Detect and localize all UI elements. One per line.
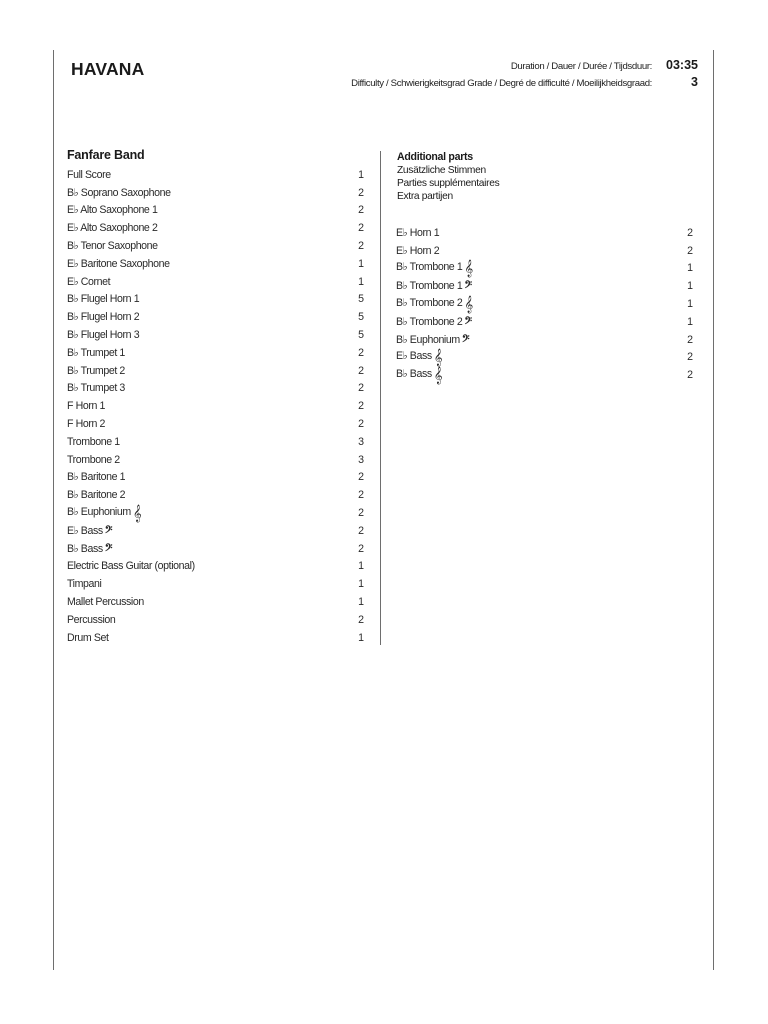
part-row	[396, 224, 693, 242]
part-quantity: 5	[358, 311, 364, 324]
part-label	[67, 560, 195, 572]
part-row	[396, 295, 693, 313]
part-row	[396, 366, 693, 384]
part-label	[67, 240, 158, 252]
part-row	[67, 522, 364, 540]
part-label	[67, 311, 139, 323]
part-name: B♭ Flugel Horn 1	[67, 293, 140, 306]
part-row	[67, 593, 364, 611]
part-row	[396, 242, 693, 260]
part-label	[67, 596, 144, 608]
part-row	[67, 397, 364, 415]
part-label	[396, 245, 439, 257]
part-name: B♭ Trombone 2	[396, 296, 463, 309]
part-row	[67, 451, 364, 469]
part-row	[396, 277, 693, 295]
part-quantity: 2	[358, 489, 364, 502]
part-label	[67, 187, 171, 199]
piece-title: HAVANA	[71, 59, 145, 79]
fanfare-band-parts-list	[67, 166, 364, 647]
part-label	[67, 418, 105, 430]
part-row	[67, 540, 364, 558]
part-row	[67, 344, 364, 362]
part-quantity: 1	[358, 560, 364, 573]
part-quantity: 2	[358, 400, 364, 413]
additional-parts-list	[396, 224, 693, 384]
part-name: E♭ Horn 1	[396, 226, 440, 239]
part-quantity: 5	[358, 293, 364, 306]
part-label	[67, 436, 120, 448]
part-quantity: 2	[358, 240, 364, 253]
part-quantity: 1	[358, 596, 364, 609]
difficulty-label: Difficulty / Schwierigkeitsgrad Grade / Degré de difficulté / Moeilijkheidsgraad:	[351, 78, 652, 89]
part-row	[67, 469, 364, 487]
part-label	[396, 294, 473, 313]
part-label	[67, 471, 125, 483]
part-name: Trombone 1	[67, 435, 120, 448]
part-name: E♭ Alto Saxophone 1	[67, 204, 158, 217]
part-quantity: 1	[687, 280, 693, 293]
left-margin-rule	[53, 50, 54, 970]
subheading-german: Zusätzliche Stimmen	[397, 165, 486, 176]
part-row	[67, 380, 364, 398]
part-row	[67, 273, 364, 291]
subheading-dutch: Extra partijen	[397, 191, 453, 202]
part-label	[67, 222, 157, 234]
part-label	[396, 347, 443, 366]
difficulty-value: 3	[691, 75, 698, 89]
part-row	[67, 291, 364, 309]
bass-clef-icon: 𝄢	[461, 332, 470, 347]
part-quantity: 1	[687, 298, 693, 311]
part-label	[67, 204, 157, 216]
part-label	[67, 365, 125, 377]
part-row	[67, 611, 364, 629]
part-name: B♭ Trombone 1	[396, 280, 463, 293]
part-name: Drum Set	[67, 631, 109, 644]
part-name: B♭ Flugel Horn 2	[67, 311, 140, 324]
part-label	[67, 169, 111, 181]
part-row	[67, 184, 364, 202]
part-label	[396, 334, 469, 346]
treble-clef-icon: 𝄞	[464, 258, 473, 277]
part-name: E♭ Bass	[396, 349, 432, 362]
part-name: Timpani	[67, 578, 102, 591]
part-row	[396, 260, 693, 278]
part-label	[67, 525, 112, 537]
part-label	[67, 276, 110, 288]
part-label	[67, 329, 139, 341]
part-row	[67, 486, 364, 504]
part-row	[396, 331, 693, 349]
part-name: F Horn 1	[67, 400, 106, 413]
part-name: B♭ Trumpet 1	[67, 346, 125, 359]
part-name: E♭ Baritone Saxophone	[67, 257, 170, 270]
part-label	[67, 293, 139, 305]
subheading-french: Parties supplémentaires	[397, 178, 500, 189]
part-row	[67, 558, 364, 576]
part-name: B♭ Soprano Saxophone	[67, 186, 171, 199]
part-label	[67, 454, 120, 466]
part-quantity: 5	[358, 329, 364, 342]
part-quantity: 2	[358, 186, 364, 199]
section-heading-additional-parts: Additional parts	[397, 151, 473, 163]
part-name: E♭ Horn 2	[396, 244, 440, 257]
part-label	[396, 365, 443, 384]
bass-clef-icon: 𝄢	[464, 314, 472, 329]
part-name: B♭ Tenor Saxophone	[67, 240, 158, 253]
bass-clef-icon: 𝄢	[464, 279, 472, 294]
part-name: B♭ Flugel Horn 3	[67, 329, 140, 342]
part-row	[396, 349, 693, 367]
duration-value: 03:35	[666, 58, 698, 72]
part-quantity: 2	[358, 542, 364, 555]
part-row	[67, 504, 364, 522]
duration-label: Duration / Dauer / Durée / Tijdsduur:	[510, 61, 652, 72]
part-quantity: 1	[687, 315, 693, 328]
treble-clef-icon: 𝄞	[433, 365, 443, 384]
part-quantity: 1	[358, 631, 364, 644]
part-label	[67, 578, 102, 590]
difficulty-row	[351, 75, 698, 93]
part-label	[396, 258, 473, 277]
part-name: B♭ Bass	[67, 542, 103, 555]
part-row	[67, 202, 364, 220]
part-quantity: 2	[687, 333, 693, 346]
part-label	[67, 258, 170, 270]
additional-parts-header	[397, 151, 499, 203]
part-row	[67, 575, 364, 593]
part-quantity: 2	[358, 204, 364, 217]
part-name: B♭ Bass	[396, 367, 432, 380]
part-row	[67, 415, 364, 433]
part-label	[67, 347, 125, 359]
part-row	[67, 433, 364, 451]
part-quantity: 2	[358, 418, 364, 431]
part-quantity: 3	[358, 435, 364, 448]
part-quantity: 2	[358, 613, 364, 626]
part-name: Full Score	[67, 168, 111, 181]
part-label	[67, 614, 115, 626]
duration-row	[511, 58, 698, 76]
part-quantity: 2	[358, 222, 364, 235]
part-quantity: 2	[358, 524, 364, 537]
part-row	[396, 313, 693, 331]
part-quantity: 1	[358, 257, 364, 270]
bass-clef-icon: 𝄢	[104, 541, 113, 556]
part-name: E♭ Cornet	[67, 275, 111, 288]
section-heading-fanfare-band: Fanfare Band	[67, 148, 145, 162]
part-row	[67, 362, 364, 380]
treble-clef-icon: 𝄞	[464, 294, 473, 313]
part-row	[67, 166, 364, 184]
bass-clef-icon: 𝄢	[104, 523, 113, 538]
part-row	[67, 629, 364, 647]
part-name: B♭ Euphonium	[67, 505, 131, 518]
part-row	[67, 237, 364, 255]
part-label	[67, 543, 112, 555]
part-quantity: 2	[687, 351, 693, 364]
part-name: B♭ Baritone 2	[67, 489, 126, 502]
part-quantity: 2	[358, 507, 364, 520]
part-name: B♭ Trumpet 2	[67, 364, 125, 377]
treble-clef-icon: 𝄞	[433, 347, 443, 366]
part-quantity: 2	[687, 369, 693, 382]
part-quantity: 3	[358, 453, 364, 466]
part-quantity: 2	[358, 471, 364, 484]
part-quantity: 1	[358, 168, 364, 181]
part-quantity: 2	[687, 226, 693, 239]
column-divider	[380, 151, 381, 645]
part-name: Electric Bass Guitar (optional)	[67, 560, 195, 573]
part-quantity: 1	[358, 275, 364, 288]
part-quantity: 1	[358, 578, 364, 591]
part-row	[67, 326, 364, 344]
part-name: Mallet Percussion	[67, 596, 144, 609]
part-label	[396, 227, 439, 239]
part-name: B♭ Trombone 1	[396, 260, 463, 273]
part-quantity: 1	[687, 262, 693, 275]
part-name: E♭ Bass	[67, 524, 103, 537]
part-name: F Horn 2	[67, 418, 106, 431]
part-name: B♭ Trumpet 3	[67, 382, 125, 395]
part-label	[396, 316, 472, 328]
part-quantity: 2	[358, 346, 364, 359]
part-quantity: 2	[687, 244, 693, 257]
part-quantity: 2	[358, 382, 364, 395]
part-row	[67, 308, 364, 326]
treble-clef-icon: 𝄞	[132, 503, 142, 522]
right-margin-rule	[713, 50, 714, 970]
part-label	[67, 632, 109, 644]
part-name: Percussion	[67, 613, 116, 626]
part-label	[67, 503, 142, 522]
part-label	[67, 489, 125, 501]
part-name: B♭ Baritone 1	[67, 471, 126, 484]
part-label	[67, 400, 105, 412]
part-row	[67, 219, 364, 237]
part-name: B♭ Trombone 2	[396, 315, 463, 328]
part-name: B♭ Euphonium	[396, 333, 460, 346]
part-label	[67, 382, 125, 394]
part-quantity: 2	[358, 364, 364, 377]
part-name: E♭ Alto Saxophone 2	[67, 222, 158, 235]
part-row	[67, 255, 364, 273]
part-label	[396, 280, 472, 292]
part-name: Trombone 2	[67, 453, 120, 466]
